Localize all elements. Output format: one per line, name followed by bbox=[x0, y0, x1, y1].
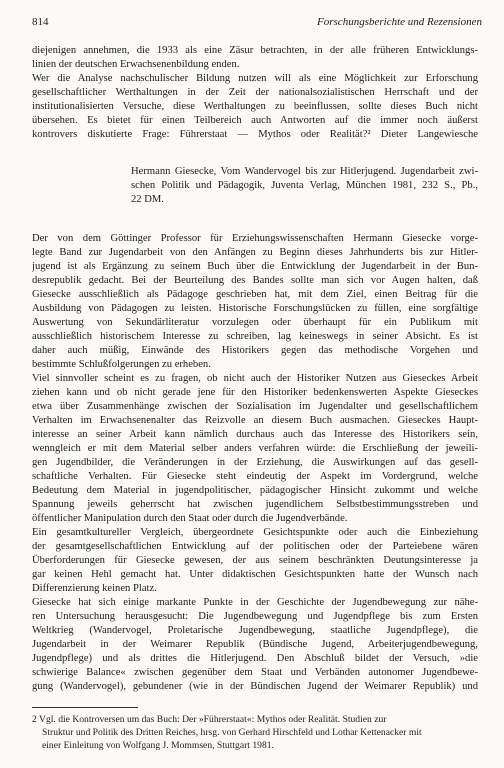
text-line: diejenigen annehmen, die 1933 als eine Zäsur betrachten, in der alle früheren Entwicklungs- bbox=[32, 45, 478, 56]
text-line: gar keinen Hehl gemacht hat. Unter didaktischen Gesichtspunkten hatte der Wunsch nach bbox=[32, 569, 478, 580]
text-line: jugend ist als Ergänzung zu seinem Buch über die Entwicklung der Jugendarbeit in der Bun- bbox=[32, 261, 478, 272]
page-header bbox=[32, 16, 482, 32]
text-line: Bedeutung dem Material in jugendpolitischer, pädagogischer Hinsicht zukommt und welche bbox=[32, 485, 478, 496]
text-line: ren Untersuchung herausgesucht: Die Jugendbewegung und Jugendpflege bis zum Ersten bbox=[32, 611, 478, 622]
text-line: Jugendarbeit in der Weimarer Republik (Bündische Jugend, Arbeiterjugendbewegung, bbox=[32, 639, 478, 650]
text-line: etwa über Zusammenhänge zwischen der Sozialisation im Jugendalter und gesellschaftlichem bbox=[32, 401, 478, 412]
text-line: Spannung jeweils geherrscht hat zwischen jugendlichem Selbstbestimmungsstreben und bbox=[32, 499, 478, 510]
text-line: linien der deutschen Erwachsenenbildung enden. bbox=[32, 59, 240, 70]
text-line: übersehen. Es bietet für einen Teilbereich auch Antworten auf die immer noch äußerst bbox=[32, 115, 478, 126]
text-line: kontrovers diskutierte Frage: Führerstaat — Mythos oder Realität?² Dieter Langewiesche bbox=[32, 129, 478, 140]
text-line: schwierige Balance« zwischen gegenüber dem Staat und Verbänden autonomer Jugendbewe- bbox=[32, 667, 478, 678]
text-line: interesse an seiner Arbeit kann nämlich durchaus auch das Interesse des Historikers sein, bbox=[32, 429, 478, 440]
text-line: Verhalten im Erwachsenenalter das Reizvolle an diesem Buch ausmachen. Gieseckes Haupt- bbox=[32, 415, 478, 426]
running-title: Forschungsberichte und Rezensionen bbox=[317, 16, 482, 28]
footnote-line: Struktur und Politik des Dritten Reiches, hrsg. von Gerhard Hirschfeld und Lothar Kettenacker mit bbox=[42, 727, 422, 738]
text-line: wenngleich er mit dem Material selber anders verfahren würde: die Erschließung der jeweili- bbox=[32, 443, 478, 454]
text-line: bestimmte Schlußfolgerungen zu erheben. bbox=[32, 359, 211, 370]
page-number: 814 bbox=[32, 16, 49, 28]
citation-line: Hermann Giesecke, Vom Wandervogel bis zur Hitlerjugend. Jugendarbeit zwi- bbox=[131, 166, 478, 177]
text-line: öffentlicher Manipulation durch den Staat oder durch die Jugendverbände. bbox=[32, 513, 348, 524]
text-line: desrepublik gedacht. Bei der Beurteilung des Bandes sollte man sich vor Augen halten, daß bbox=[32, 275, 478, 286]
footnote-line: einer Einleitung von Wolfgang J. Mommsen, Stuttgart 1981. bbox=[42, 740, 274, 751]
text-line: Viel sinnvoller scheint es zu fragen, ob nicht auch der Historiker Nutzen aus Gieseckes Arbeit bbox=[32, 373, 478, 384]
text-line: Auswertung von Sekundärliteratur vorzulegen oder überhaupt für ein Publikum mit bbox=[32, 317, 478, 328]
text-line: daher auch müßig, Einwände des Historikers gegen das methodische Vorgehen und bbox=[32, 345, 478, 356]
text-line: Ein gesamtkultureller Vergleich, übergeordnete Gesichtspunkte oder auch die Einbeziehung bbox=[32, 527, 478, 538]
citation-line: 22 DM. bbox=[131, 194, 164, 205]
footnote-rule bbox=[32, 707, 138, 708]
text-line: ziehen kann und ob nicht gerade jene für den Historiker bedenkenswerten Aspekte Gieseckes bbox=[32, 387, 478, 398]
text-line: schaftliche Verhalten. Für Giesecke steht eindeutig der Aspekt im Vordergrund, welche bbox=[32, 471, 478, 482]
text-line: Giesecke ausschließlich als Pädagoge geschrieben hat, mit dem Ziel, einen Beitrag für die bbox=[32, 289, 478, 300]
text-line: institutionalisierten Versuche, diese Werthaltungen zu beeinflussen, sollte dieses Buch nicht bbox=[32, 101, 478, 112]
text-line: Der von dem Göttinger Professor für Erziehungswissenschaften Hermann Giesecke vorge- bbox=[32, 233, 478, 244]
text-line: Weltkrieg (Wandervogel, Proletarische Jugendbewegung, staatliche Jugendpflege), die bbox=[32, 625, 478, 636]
text-line: Ausbildung von Pädagogen zu leisten. Historische Forschungslücken zu füllen, eine sorgfältige bbox=[32, 303, 478, 314]
text-line: Jugendpflege) und als drittes die Hitlerjugend. Den Abschluß bildet der Versuch, »die bbox=[32, 653, 478, 664]
citation-line: schen Politik und Pädagogik, Juventa Verlag, München 1981, 232 S., Pb., bbox=[131, 180, 478, 191]
text-line: gung (Wandervogel), gebundener (wie in der Bündischen Jugend der Weimarer Republik) und bbox=[32, 681, 478, 692]
text-line: der gesamtgesellschaftlichen Entwicklung auf der politischen oder der Parteiebene wären bbox=[32, 541, 478, 552]
text-line: Wer die Analyse nachschulischer Bildung nutzen will als eine Möglichkeit zur Erforschung bbox=[32, 73, 478, 84]
text-line: legte Band zur Jugendarbeit von den Anfängen zu Beginn dieses Jahrhunderts bis zur Hitler- bbox=[32, 247, 478, 258]
text-line: gen Jugendbilder, die Veränderungen in der Erziehung, die Auswirkungen auf das gesell- bbox=[32, 457, 478, 468]
text-line: Giesecke hat sich einige markante Punkte in der Geschichte der Jugendbewegung zur nähe- bbox=[32, 597, 478, 608]
text-line: ausschließlich historischem Interesse zu schreiben, lag keineswegs in seiner Absicht. Es ist bbox=[32, 331, 478, 342]
footnote-line: 2 Vgl. die Kontroversen um das Buch: Der »Führerstaat«: Mythos oder Realität. Studien zur bbox=[32, 714, 387, 725]
text-line: Differenzierung keinen Platz. bbox=[32, 583, 157, 594]
text-line: gesellschaftlicher Werthaltungen in der Zeit der nationalsozialistischen Herrschaft und der bbox=[32, 87, 478, 98]
text-line: Überforderungen für Giesecke gewesen, der aus seinem beschränkten Deutungsinteresse ja bbox=[32, 555, 478, 566]
